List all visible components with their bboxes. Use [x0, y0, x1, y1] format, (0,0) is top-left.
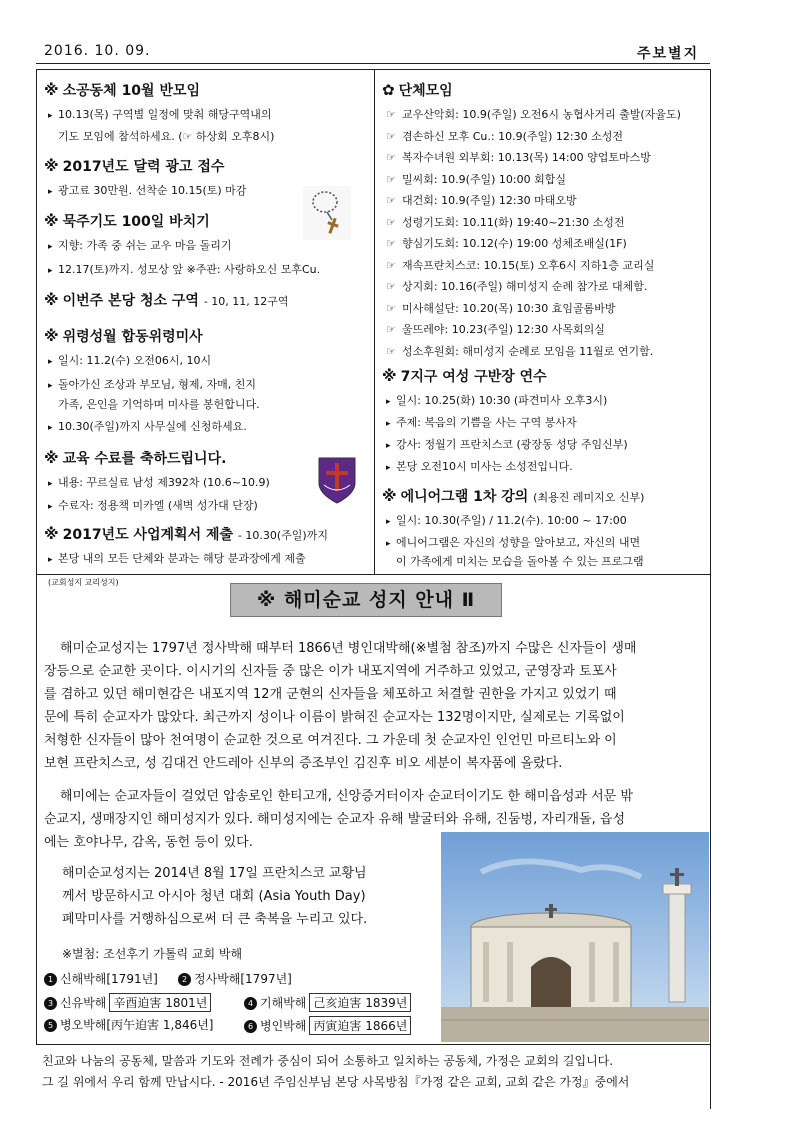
- box-left-lower: [36, 574, 37, 1044]
- section-title-memorial-mass: ※ 위령성월 합동위령미사: [44, 327, 203, 345]
- pointing-hand-icon: ☞: [386, 323, 396, 336]
- paragraph-line: 처형한 신자들이 많아 천여명이 순교한 것으로 여겨진다. 그 가운데 첫 순교자인 인언민 마르티노와 이: [44, 733, 617, 748]
- list-item: ▸ 일시: 10.30(주일) / 11.2(수). 10:00 ~ 17:00: [386, 514, 627, 527]
- paragraph-line: 를 겸하고 있던 해미현감은 내포지역 12개 군현의 신자들을 체포하고 처결할 권한을 가지고 있었기 때: [44, 687, 617, 702]
- group-item: ☞ 복자수녀원 외부회: 10.13(목) 14:00 양업토마스방: [386, 151, 651, 164]
- list-item: ▸ 본당 오전10시 미사는 소성전입니다.: [386, 460, 573, 473]
- group-item: ☞ 밀씨회: 10.9(주일) 10:00 회합실: [386, 172, 566, 186]
- section-title-graduation: ※ 교육 수료를 축하드립니다.: [44, 449, 227, 467]
- list-item: ▸ 10.13(목) 구역별 일정에 맞춰 해당구역내의: [48, 108, 272, 121]
- pointing-hand-icon: ☞: [386, 151, 396, 164]
- list-item: 가족, 은인을 기억하며 미사를 봉헌합니다.: [58, 398, 260, 411]
- group-item: ☞ 재속프란치스코: 10.15(토) 오후6시 지하1층 교리실: [386, 258, 655, 272]
- pointing-hand-icon: ☞: [386, 172, 396, 186]
- group-item: ☞ 향심기도회: 10.12(수) 19:00 성체조배실(1F): [386, 237, 627, 250]
- paragraph-line: 해미에는 순교자들이 걸었던 압송로인 한티고개, 신앙증거터이자 순교터이기도 한 해미읍성과 서문 밖: [60, 789, 633, 804]
- hanja-box: 丙寅迫害 1866년: [309, 1016, 411, 1035]
- persecution-item: 3 신유박해 辛酉迫害 1801년: [44, 993, 211, 1012]
- section-title-enneagram: ※ 에니어그램 1차 강의 (최용진 레미지오 신부): [382, 487, 645, 505]
- group-item: ☞ 대건회: 10.9(주일) 12:30 마태오방: [386, 194, 577, 207]
- cursillo-emblem-icon: [316, 455, 358, 505]
- paragraph-line: 폐막미사를 거행하심으로써 더 큰 축복을 누리고 있다.: [62, 912, 368, 927]
- header-rule: [36, 63, 710, 64]
- pointing-hand-icon: ☞: [386, 301, 396, 315]
- list-item: ▸ 본당 내의 모든 단체와 분과는 해당 분과장에게 제출: [48, 552, 306, 565]
- paragraph-line: 보현 프란치스코, 성 김대건 안드레아 신부의 증조부인 김진후 비오 세분이 복자품에 올랐다.: [44, 756, 563, 771]
- group-item: ☞ 성소후원회: 해미성지 순례로 모임을 11월로 연기함.: [386, 344, 654, 358]
- list-item: ▸ 10.30(주일)까지 사무실에 신청하세요.: [48, 420, 247, 433]
- section-tag: (교회성지 교리성지): [48, 578, 119, 587]
- asterisk-icon: ※: [382, 487, 397, 505]
- persecution-item: 4 기해박해 己亥迫害 1839년: [244, 993, 411, 1012]
- paragraph-line: 순교지, 생매장지인 해미성지가 있다. 해미성지에는 순교자 유해 발굴터와 유해, 진둠벙, 자리개돌, 읍성: [44, 812, 625, 827]
- footer-source: 그 길 위에서 우리 함께 만납시다. - 2016년 주임신부님 본당 사목방침『가정 같은 교회, 교회 같은 가정』중에서: [42, 1075, 630, 1089]
- box-top: [36, 69, 710, 70]
- group-item: ☞ 교우산악회: 10.9(주일) 오전6시 농협사거리 출발(자율도): [386, 108, 681, 121]
- list-item: ▸ 수료자: 정용책 미카엘 (새벽 성가대 단장): [48, 499, 258, 512]
- hanja-box: 辛酉迫害 1801년: [109, 993, 211, 1012]
- list-item: ▸ 돌아가신 조상과 부모님, 형제, 자매, 친지: [48, 378, 256, 391]
- list-item: ▸ 광고료 30만원. 선착순 10.15(토) 마감: [48, 184, 247, 197]
- number-badge: 4: [244, 997, 257, 1010]
- asterisk-icon: ※: [44, 525, 59, 543]
- number-badge: 6: [244, 1020, 257, 1033]
- rosary-icon: [303, 186, 351, 240]
- persecution-item: 1 신해박해[1791년]: [44, 970, 158, 987]
- flower-icon: ✿: [382, 81, 395, 99]
- pointing-hand-icon: ☞: [386, 258, 396, 272]
- group-item: ☞ 성령기도회: 10.11(화) 19:40~21:30 소성전: [386, 215, 625, 229]
- group-item: ☞ 울뜨레야: 10.23(주일) 12:30 사목회의실: [386, 323, 605, 336]
- paragraph-line: 해미순교성지는 1797년 정사박해 때부터 1866년 병인대박해(※별첨 참조)까지 수많은 신자들이 생매: [60, 641, 637, 656]
- asterisk-icon: ※: [44, 327, 59, 345]
- lower-rule: [36, 1044, 710, 1045]
- pointing-hand-icon: ☞: [386, 108, 396, 121]
- number-badge: 1: [44, 973, 57, 986]
- appendix-note: ※별첨: 조선후기 가톨릭 교회 박해: [62, 947, 243, 961]
- bulletin-date: 2016. 10. 09.: [44, 43, 151, 59]
- number-badge: 3: [44, 997, 57, 1010]
- box-left: [36, 69, 37, 574]
- asterisk-icon: ※: [44, 291, 59, 309]
- list-item: ▸ 12.17(토)까지. 성모상 앞 ※주관: 사랑하오신 모후Cu.: [48, 263, 321, 276]
- pointing-hand-icon: ☞: [386, 237, 396, 250]
- list-item: ▸ 내용: 꾸르실료 남성 제392차 (10.6~10.9): [48, 476, 270, 489]
- section-title-business-plan: ※ 2017년도 사업계획서 제출 - 10.30(주일)까지: [44, 525, 328, 543]
- pointing-hand-icon: ☞: [386, 129, 396, 143]
- number-badge: 2: [178, 973, 191, 986]
- footer-motto: 친교와 나눔의 공동체, 말씀과 기도와 전례가 중심이 되어 소통하고 일치하는 공동체, 가정은 교회의 길입니다.: [42, 1054, 614, 1068]
- group-item: ☞ 상지회: 10.16(주일) 해미성지 순례 참가로 대체함.: [386, 280, 648, 293]
- section-title-cleaning: ※ 이번주 본당 청소 구역 - 10, 11, 12구역: [44, 291, 289, 309]
- list-item: ▸ 일시: 11.2(수) 오전06시, 10시: [48, 354, 212, 367]
- list-item: ▸ 일시: 10.25(화) 10:30 (파견미사 오후3시): [386, 394, 608, 407]
- bulletin-title: 주보별지: [637, 46, 700, 62]
- pointing-hand-icon: ☞: [386, 215, 396, 229]
- asterisk-icon: ※: [44, 81, 59, 99]
- haemi-shrine-photo: [441, 832, 709, 1042]
- paragraph-line: 장등으로 순교한 곳이다. 이시기의 신자들 중 많은 이가 내포지역에 거주하고 있었고, 군영장과 토포사: [44, 664, 617, 679]
- column-divider: [374, 69, 375, 574]
- asterisk-icon: ※: [382, 367, 397, 385]
- pointing-hand-icon: ☞: [386, 344, 396, 358]
- section-title-small-community: ※ 소공동체 10월 반모임: [44, 81, 201, 99]
- haemi-banner: ※ 해미순교 성지 안내 Ⅱ: [230, 583, 502, 617]
- persecution-item: 6 병인박해 丙寅迫害 1866년: [244, 1016, 411, 1035]
- list-item: ▸ 강사: 정월기 프란치스코 (광장동 성당 주임신부): [386, 438, 628, 451]
- box-right: [710, 69, 711, 1109]
- section-title-groups: ✿ 단체모임: [382, 81, 453, 99]
- pointing-hand-icon: ☞: [386, 280, 396, 293]
- paragraph-line: 해미순교성지는 2014년 8월 17일 프란치스코 교황님: [62, 866, 367, 881]
- asterisk-icon: ※: [44, 212, 59, 230]
- pointing-hand-icon: ☞: [386, 194, 396, 207]
- persecution-item: 5 병오박해[丙午迫害 1,846년]: [44, 1016, 214, 1033]
- paragraph-line: 문에 특히 순교자가 많았다. 최근까지 성이나 이름이 밝혀진 순교자는 132명이지만, 실제로는 기록없이: [44, 710, 625, 725]
- section-title-calendar-ad: ※ 2017년도 달력 광고 접수: [44, 157, 225, 175]
- section-title-rosary: ※ 묵주기도 100일 바치기: [44, 212, 210, 230]
- list-item: 이 가족에게 미치는 모습을 돌아볼 수 있는 프로그램: [396, 555, 644, 568]
- mid-rule: [36, 574, 710, 575]
- list-item: 기도 모임에 참석하세요. (☞ 하상회 오후8시): [58, 130, 275, 143]
- persecution-item: 2 정사박해[1797년]: [178, 970, 292, 987]
- paragraph-line: 에는 호야나무, 감옥, 동헌 등이 있다.: [44, 835, 253, 850]
- list-item: ▸ 에니어그램은 자신의 성향을 알아보고, 자신의 내면: [386, 536, 641, 549]
- number-badge: 5: [44, 1019, 57, 1032]
- asterisk-icon: ※: [44, 157, 59, 175]
- hanja-box: 己亥迫害 1839년: [309, 993, 411, 1012]
- section-title-district-training: ※ 7지구 여성 구반장 연수: [382, 367, 547, 385]
- list-item: ▸ 지향: 가족 중 쉬는 교우 마음 돌리기: [48, 239, 232, 252]
- group-item: ☞ 겸손하신 모후 Cu.: 10.9(주일) 12:30 소성전: [386, 129, 623, 143]
- group-item: ☞ 미사해설단: 10.20(목) 10:30 효임골롬바방: [386, 301, 616, 315]
- list-item: ▸ 주제: 복음의 기쁨을 사는 구역 봉사자: [386, 416, 577, 429]
- asterisk-icon: ※: [44, 449, 59, 467]
- paragraph-line: 께서 방문하시고 아시아 청년 대회 (Asia Youth Day): [62, 889, 366, 904]
